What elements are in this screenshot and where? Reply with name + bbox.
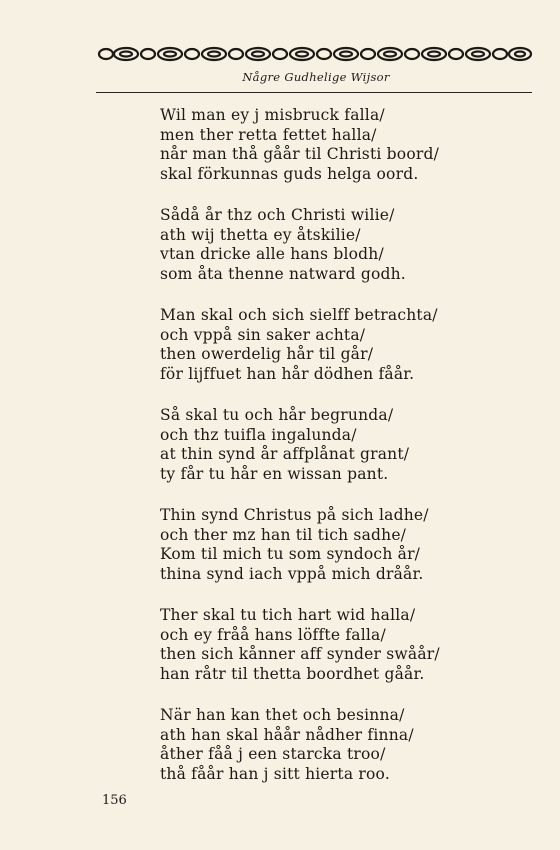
verse-line: och vppå sin saker achta/ [160, 325, 366, 344]
stanza-3 [160, 306, 480, 384]
verse-line: når man thå gåår til Christi boord/ [160, 145, 440, 163]
verse-line: han råtr til thetta boordhet gåår. [160, 664, 425, 683]
chain-ornament-icon [96, 44, 536, 64]
verse-line: thå fåår han j sitt hierta roo. [160, 764, 390, 783]
stanza-1 [160, 106, 480, 184]
verse-line: at thin synd år affplånat grant/ [160, 445, 410, 463]
verse-line: skal förkunnas guds helga oord. [160, 164, 419, 183]
verse-line: och ther mz han til tich sadhe/ [160, 525, 407, 544]
verse-line: Thin synd Christus på sich ladhe/ [160, 506, 429, 524]
verse-line: och ey fråå hans löffte falla/ [160, 625, 386, 644]
verse-line: Wil man ey j misbruck falla/ [160, 106, 385, 124]
running-title: Någre Gudhelige Wijsor [242, 70, 390, 84]
stanza-5 [160, 506, 480, 584]
verse-line: ty får tu hår en wissan pant. [160, 464, 389, 483]
verse-line: vtan dricke alle hans blodh/ [160, 245, 384, 263]
verse-line: men ther retta fettet halla/ [160, 125, 377, 144]
verse-line: Ther skal tu tich hart wid halla/ [160, 606, 416, 624]
stanza-4 [160, 406, 480, 484]
page-number: 156 [102, 793, 127, 808]
verse-line: När han kan thet och besinna/ [160, 706, 405, 724]
stanza-2 [160, 206, 480, 284]
verse-line: thina synd iach vppå mich dråår. [160, 564, 424, 583]
verse-line: för lijffuet han hår dödhen fåår. [160, 364, 415, 383]
verse-line: och thz tuifla ingalunda/ [160, 425, 357, 444]
stanza-7 [160, 706, 480, 784]
verse-line: then owerdelig hår til går/ [160, 345, 374, 363]
verse-line: ath han skal håår nådher finna/ [160, 725, 414, 744]
verse-line: then sich kånner aff synder swåår/ [160, 645, 440, 663]
verse-line: Man skal och sich sielff betrachta/ [160, 306, 438, 324]
poem [160, 106, 480, 806]
verse-line: Så skal tu och hår begrunda/ [160, 406, 394, 424]
stanza-6 [160, 606, 480, 684]
verse-line: ath wij thetta ey åtskilie/ [160, 225, 361, 244]
verse-line: åther fåå j een starcka troo/ [160, 745, 386, 763]
header-rule [96, 92, 532, 93]
verse-line: som åta thenne natward godh. [160, 264, 406, 283]
verse-line: Sådå år thz och Christi wilie/ [160, 206, 395, 224]
verse-line: Kom til mich tu som syndoch år/ [160, 545, 421, 563]
